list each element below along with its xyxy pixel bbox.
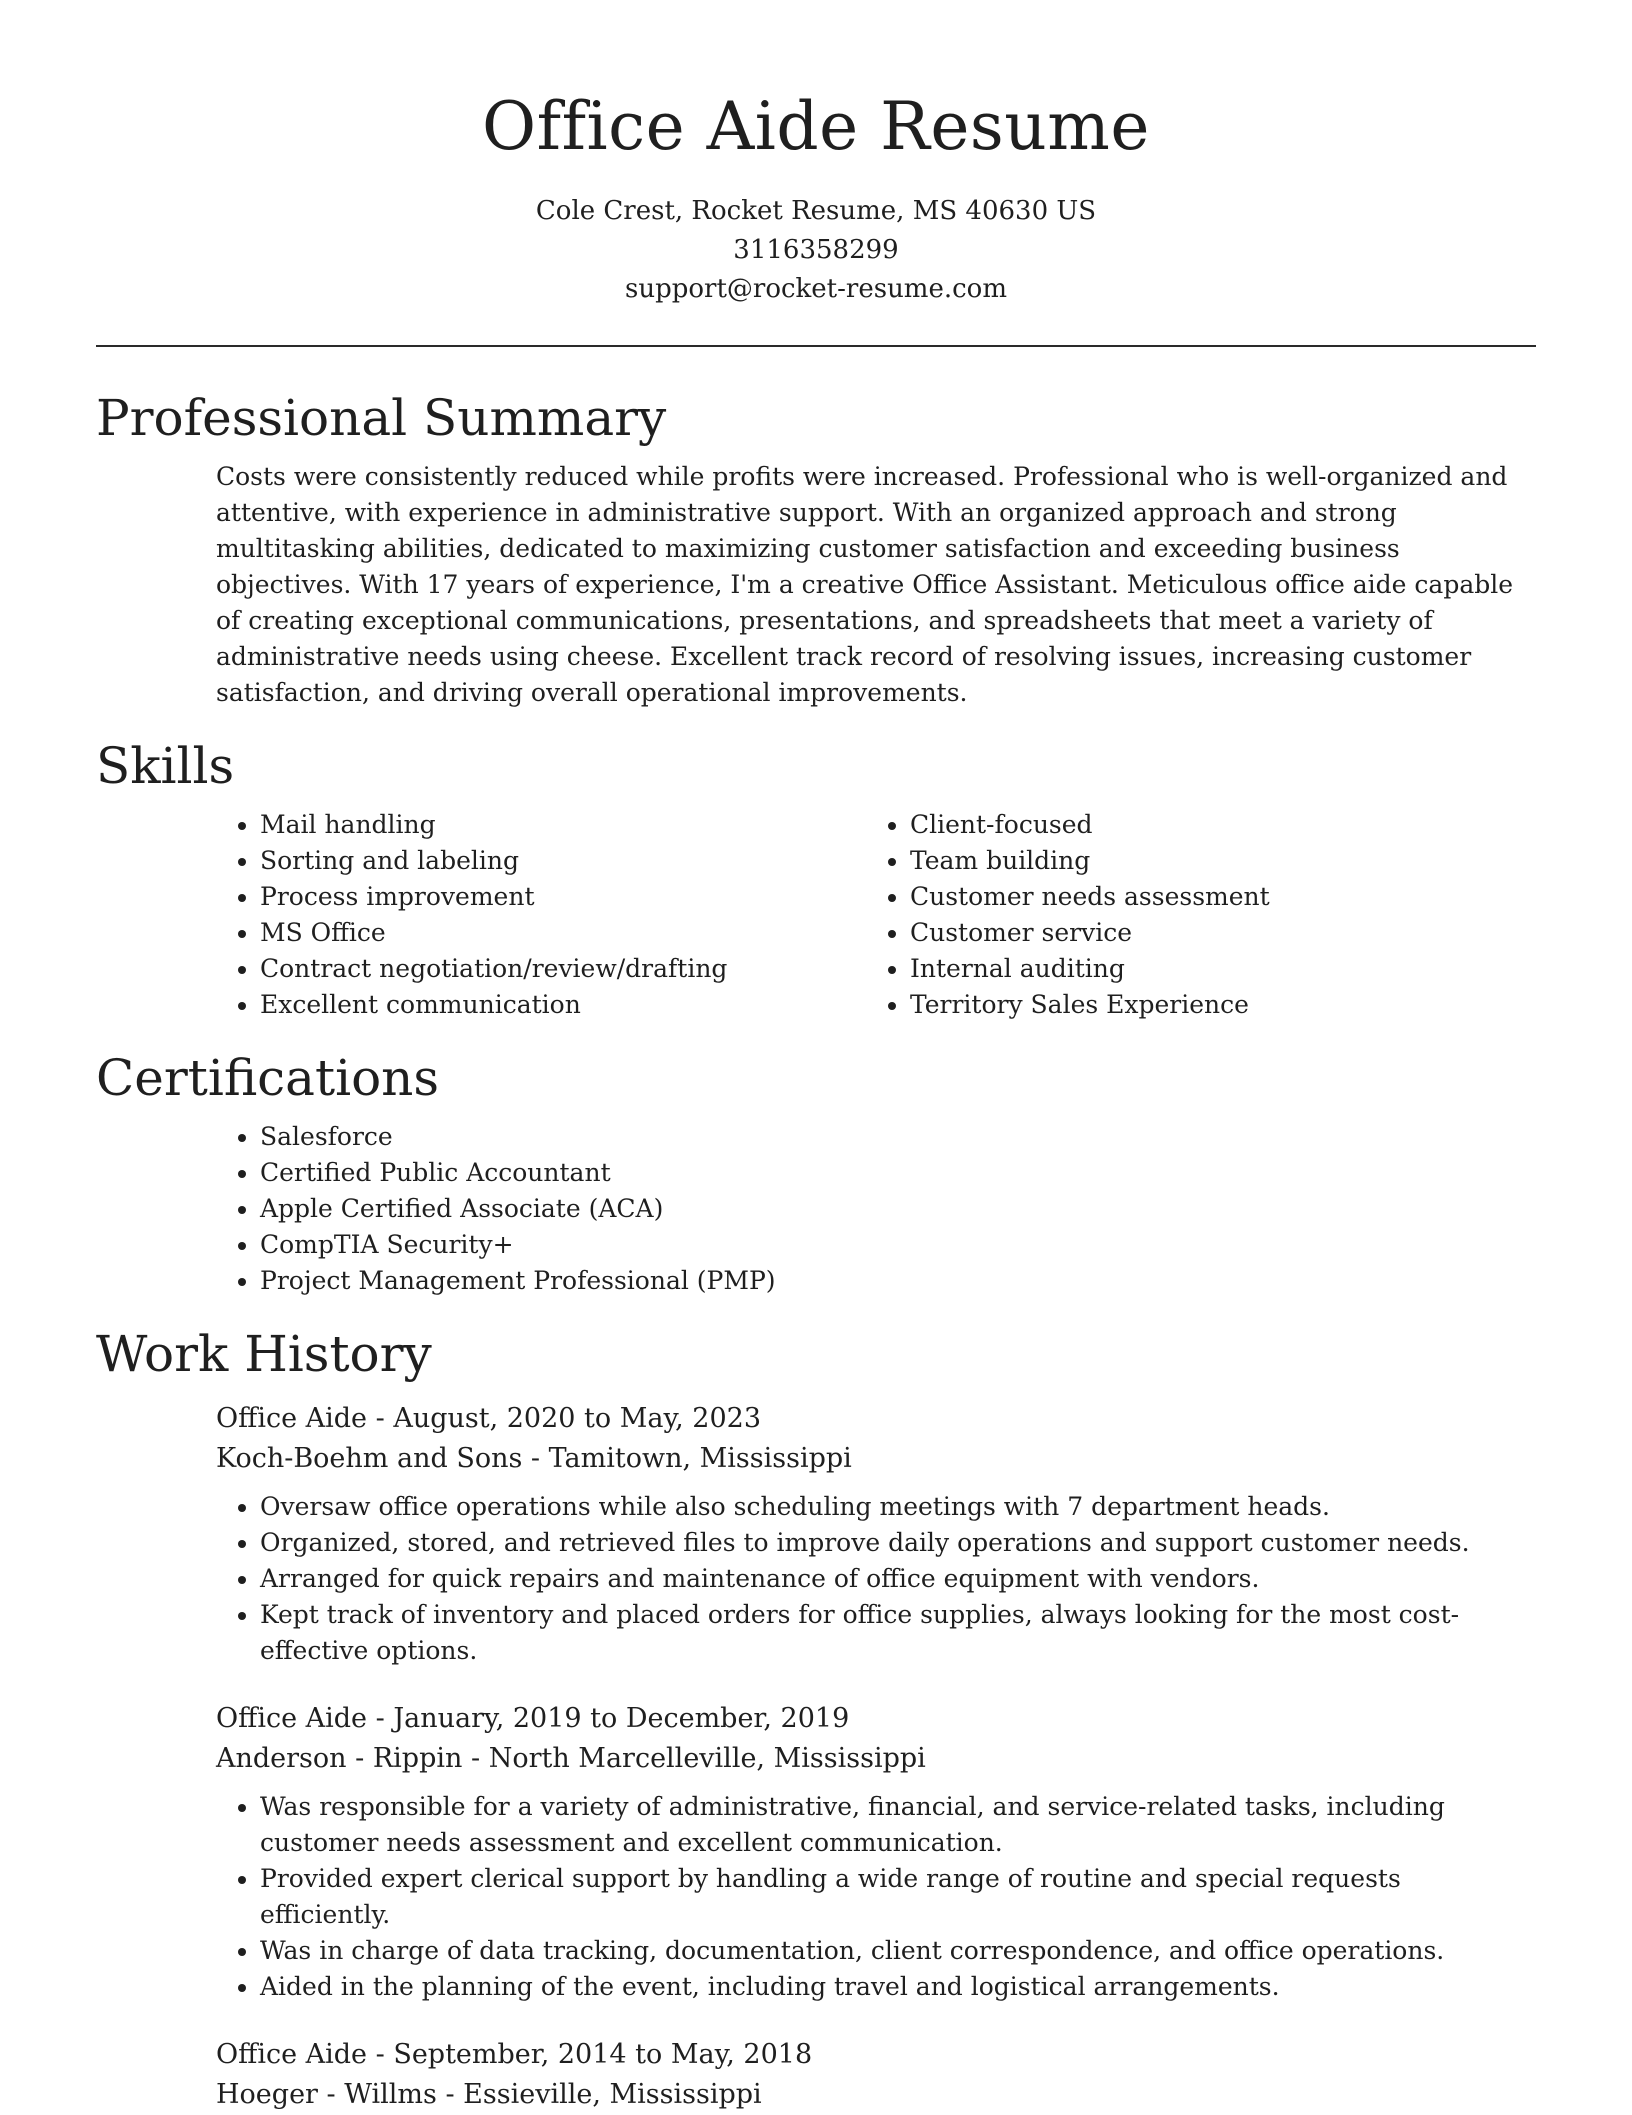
work-history-section (96, 1321, 1536, 2115)
certification-item: • Certified Public Accountant (260, 1155, 1536, 1191)
job-duty-item: • Oversaw office operations while also scheduling meetings with 7 department heads. (260, 1489, 1530, 1525)
job-title-line: Office Aide - August, 2020 to May, 2023 (216, 1403, 762, 1434)
header-divider (96, 345, 1536, 347)
job-entry (216, 1699, 1536, 2005)
summary-section (96, 385, 1536, 711)
skill-item: • MS Office (260, 915, 746, 951)
work-history-heading: Work History (96, 1325, 432, 1383)
skill-item: • Internal auditing (910, 951, 1396, 987)
certifications-list (96, 1119, 1536, 1299)
job-duties-list (216, 1789, 1530, 2005)
job-company-line: Koch-Boehm and Sons - Tamitown, Mississippi (216, 1443, 852, 1474)
certification-item: • CompTIA Security+ (260, 1227, 1536, 1263)
skill-item: • Process improvement (260, 879, 746, 915)
email-text: support@rocket-resume.com (624, 274, 1007, 304)
skills-list-right (746, 807, 1396, 1023)
certification-item: • Project Management Professional (PMP) (260, 1263, 1536, 1299)
skills-columns (96, 807, 1536, 1023)
job-duty-item: • Kept track of inventory and placed orders for office supplies, always looking for the most cost-effective options. (260, 1597, 1530, 1669)
summary-heading: Professional Summary (96, 389, 667, 447)
job-duty-item: • Was responsible for a variety of administrative, financial, and service-related tasks, including customer needs assessment and excellent communication. (260, 1789, 1530, 1861)
address-text: Cole Crest, Rocket Resume, MS 40630 US (535, 196, 1097, 226)
job-entry (216, 2035, 1536, 2115)
skill-item: • Excellent communication (260, 987, 746, 1023)
job-title-line: Office Aide - September, 2014 to May, 2018 (216, 2039, 813, 2070)
summary-text: Costs were consistently reduced while profits were increased. Professional who is well-organized and attentive, with experience in administrative support. With an organized approach and strong multitasking abilities, dedicated to maximizing customer satisfaction and exceeding business objectives. With 17 years of experience, I'm a creative Office Assistant. Meticulous office aide capable of creating exceptional communications, presentations, and spreadsheets that meet a variety of administrative needs using cheese. Excellent track record of resolving issues, increasing customer satisfaction, and driving overall operational improvements. (216, 462, 1514, 707)
skill-item: • Sorting and labeling (260, 843, 746, 879)
resume-title: Office Aide Resume (482, 88, 1150, 165)
job-duty-item: • Was in charge of data tracking, documentation, client correspondence, and office operations. (260, 1933, 1530, 1969)
job-duty-item: • Arranged for quick repairs and maintenance of office equipment with vendors. (260, 1561, 1530, 1597)
job-duty-item: • Organized, stored, and retrieved files to improve daily operations and support customer needs. (260, 1525, 1530, 1561)
skill-item: • Customer service (910, 915, 1396, 951)
skill-item: • Mail handling (260, 807, 746, 843)
certifications-heading: Certifications (96, 1049, 440, 1107)
skill-item: • Contract negotiation/review/drafting (260, 951, 746, 987)
certification-item: • Apple Certified Associate (ACA) (260, 1191, 1536, 1227)
job-duties-list (216, 1489, 1530, 1669)
skill-item: • Territory Sales Experience (910, 987, 1396, 1023)
contact-block (96, 192, 1536, 309)
phone-text: 3116358299 (733, 235, 899, 265)
skill-item: • Team building (910, 843, 1396, 879)
skills-heading: Skills (96, 737, 235, 795)
job-company-line: Anderson - Rippin - North Marcelleville, Mississippi (216, 1743, 926, 1774)
skill-item: • Customer needs assessment (910, 879, 1396, 915)
resume-page (96, 0, 1536, 2115)
skill-item: • Client-focused (910, 807, 1396, 843)
job-duty-item: • Aided in the planning of the event, including travel and logistical arrangements. (260, 1969, 1530, 2005)
skills-section (96, 733, 1536, 1023)
skills-list-left (96, 807, 746, 1023)
job-title-line: Office Aide - January, 2019 to December, 2019 (216, 1703, 850, 1734)
resume-header (96, 0, 1536, 309)
job-company-line: Hoeger - Willms - Essieville, Mississippi (216, 2079, 762, 2110)
certifications-section (96, 1045, 1536, 1299)
certification-item: • Salesforce (260, 1119, 1536, 1155)
job-entry (216, 1399, 1536, 1669)
job-duty-item: • Provided expert clerical support by handling a wide range of routine and special requests efficiently. (260, 1861, 1530, 1933)
